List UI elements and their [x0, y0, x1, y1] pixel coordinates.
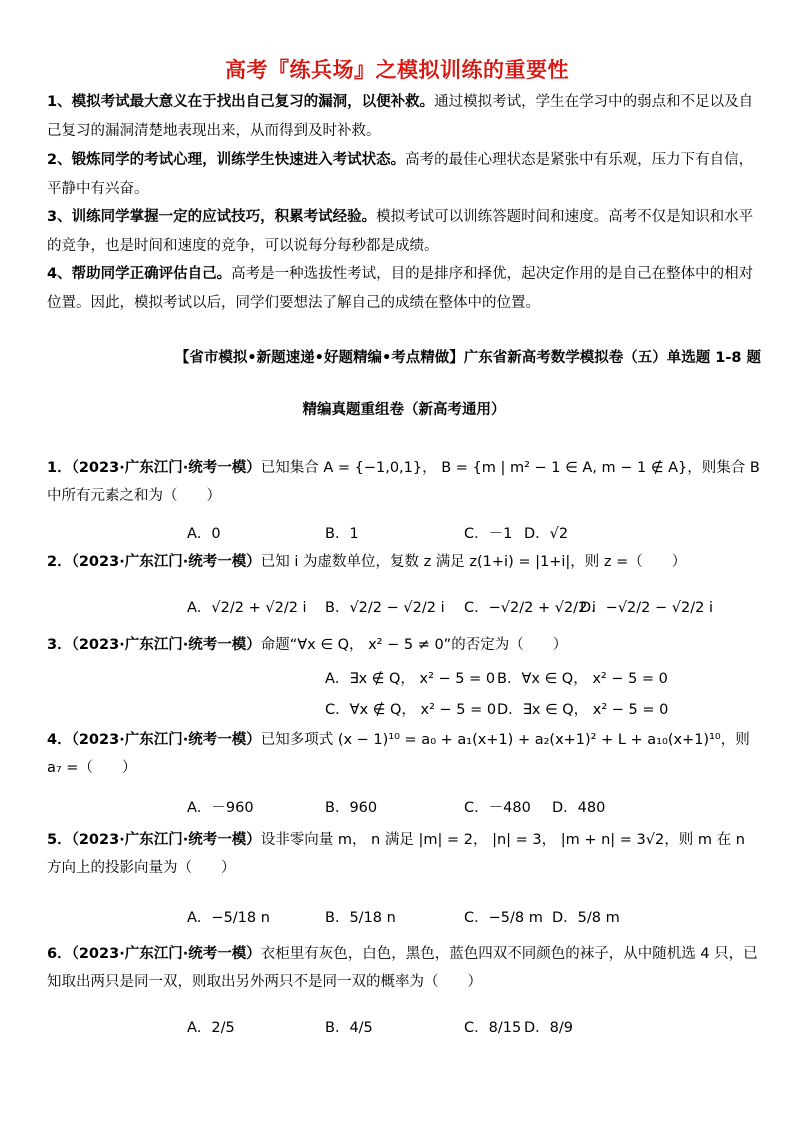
option-d: D．−√2/2 − √2/2 i [580, 600, 713, 616]
question-text: 已知集合 A = {−1,0,1}， B = {m | m² − 1 ∈ A, m − 1 ∉ A}，则集合 B 中所有元素之和为（ ） [47, 460, 760, 504]
option-d: D．8/9 [524, 1020, 574, 1036]
question-source: （2023·广东江门·统考一模） [71, 946, 261, 962]
option-a: A．−5/18 n [187, 910, 270, 926]
option-c: C．8/15 [464, 1020, 522, 1036]
intro-text: 模拟考试可以训练答题时间和速度。高考不仅是知识和水平的竞争，也是时间和速度的竞争，可以说每分每秒都是成绩。 [47, 209, 754, 254]
question-source: （2023·广东江门·统考一模） [71, 554, 261, 570]
intro-paragraph-2 [47, 146, 761, 204]
question-number: 1． [47, 460, 72, 476]
option-b: B．1 [325, 526, 359, 542]
question-text: 已知多项式 (x − 1)¹⁰ = a₀ + a₁(x+1) + a₂(x+1)² + L + a₁₀(x+1)¹⁰，则 a₇ =（ ） [47, 732, 750, 776]
section-heading: 【省市模拟•新题速递•好题精编•考点精做】广东省新高考数学模拟卷（五）单选题 1-8 题 [174, 350, 761, 366]
question-source: （2023·广东江门·统考一模） [71, 637, 261, 653]
question-2 [47, 548, 761, 576]
option-b: B．4/5 [325, 1020, 373, 1036]
question-number: 5． [47, 832, 72, 848]
option-c: C．−5/8 m [464, 910, 543, 926]
option-a: A．√2/2 + √2/2 i [187, 600, 307, 616]
intro-bold: 3、训练同学掌握一定的应试技巧，积累考试经验。 [47, 209, 377, 225]
option-b: B．∀x ∈ Q， x² − 5 = 0 [497, 671, 668, 687]
question-number: 4． [47, 732, 72, 748]
option-c: C．−√2/2 + √2/2 i [464, 600, 596, 616]
question-6 [47, 940, 761, 996]
question-source: （2023·广东江门·统考一模） [71, 732, 261, 748]
question-number: 3． [47, 637, 72, 653]
intro-bold: 1、模拟考试最大意义在于找出自己复习的漏洞，以便补救。 [47, 94, 435, 110]
question-5 [47, 826, 761, 882]
option-a: A．∃x ∉ Q， x² − 5 = 0 [325, 671, 496, 687]
intro-paragraph-1 [47, 88, 761, 146]
question-number: 2． [47, 554, 72, 570]
question-source: （2023·广东江门·统考一模） [71, 460, 261, 476]
intro-text: 通过模拟考试，学生在学习中的弱点和不足以及自己复习的漏洞清楚地表现出来，从而得到及时补救。 [47, 94, 754, 139]
question-1 [47, 454, 761, 510]
question-text: 已知 i 为虚数单位，复数 z 满足 z(1+i) = |1+i|，则 z =（ ） [260, 554, 687, 570]
option-d: D．5/8 m [552, 910, 620, 926]
question-number: 6． [47, 946, 72, 962]
option-a: A．－960 [187, 800, 254, 816]
question-3 [47, 631, 761, 659]
option-d: D．∃x ∈ Q， x² − 5 = 0 [497, 702, 669, 718]
intro-paragraph-3 [47, 203, 761, 261]
option-c: C．∀x ∉ Q， x² − 5 = 0 [325, 702, 497, 718]
option-b: B．5/18 n [325, 910, 396, 926]
intro-bold: 2、锻炼同学的考试心理，训练学生快速进入考试状态。 [47, 152, 406, 168]
option-b: B．960 [325, 800, 378, 816]
intro-bold: 4、帮助同学正确评估自己。 [47, 266, 232, 282]
intro-text: 高考的最佳心理状态是紧张中有乐观，压力下有自信，平静中有兴奋。 [47, 152, 754, 197]
option-d: D．√2 [524, 526, 569, 542]
question-text: 命题“∀x ∈ Q， x² − 5 ≠ 0”的否定为（ ） [260, 637, 568, 653]
option-a: A．2/5 [187, 1020, 235, 1036]
option-d: D．480 [552, 800, 606, 816]
question-4 [47, 726, 761, 782]
question-source: （2023·广东江门·统考一模） [71, 832, 261, 848]
option-c: C．－1 [464, 526, 513, 542]
intro-paragraph-4 [47, 260, 761, 318]
question-text: 设非零向量 m， n 满足 |m| = 2， |n| = 3， |m + n| = 3√2，则 m 在 n 方向上的投影向量为（ ） [47, 832, 745, 876]
option-c: C．－480 [464, 800, 531, 816]
option-a: A．0 [187, 526, 221, 542]
page-title: 高考『练兵场』之模拟训练的重要性 [225, 58, 569, 82]
section-subheading: 精编真题重组卷（新高考通用） [302, 402, 506, 418]
intro-text: 高考是一种选拔性考试，目的是排序和择优，起决定作用的是自己在整体中的相对位置。因此，模拟考试以后，同学们要想法了解自己的成绩在整体中的位置。 [47, 266, 754, 311]
option-b: B．√2/2 − √2/2 i [325, 600, 445, 616]
question-text: 衣柜里有灰色，白色，黑色，蓝色四双不同颜色的袜子，从中随机选 4 只，已知取出两只是同一双，则取出另外两只不是同一双的概率为（ ） [47, 946, 758, 990]
